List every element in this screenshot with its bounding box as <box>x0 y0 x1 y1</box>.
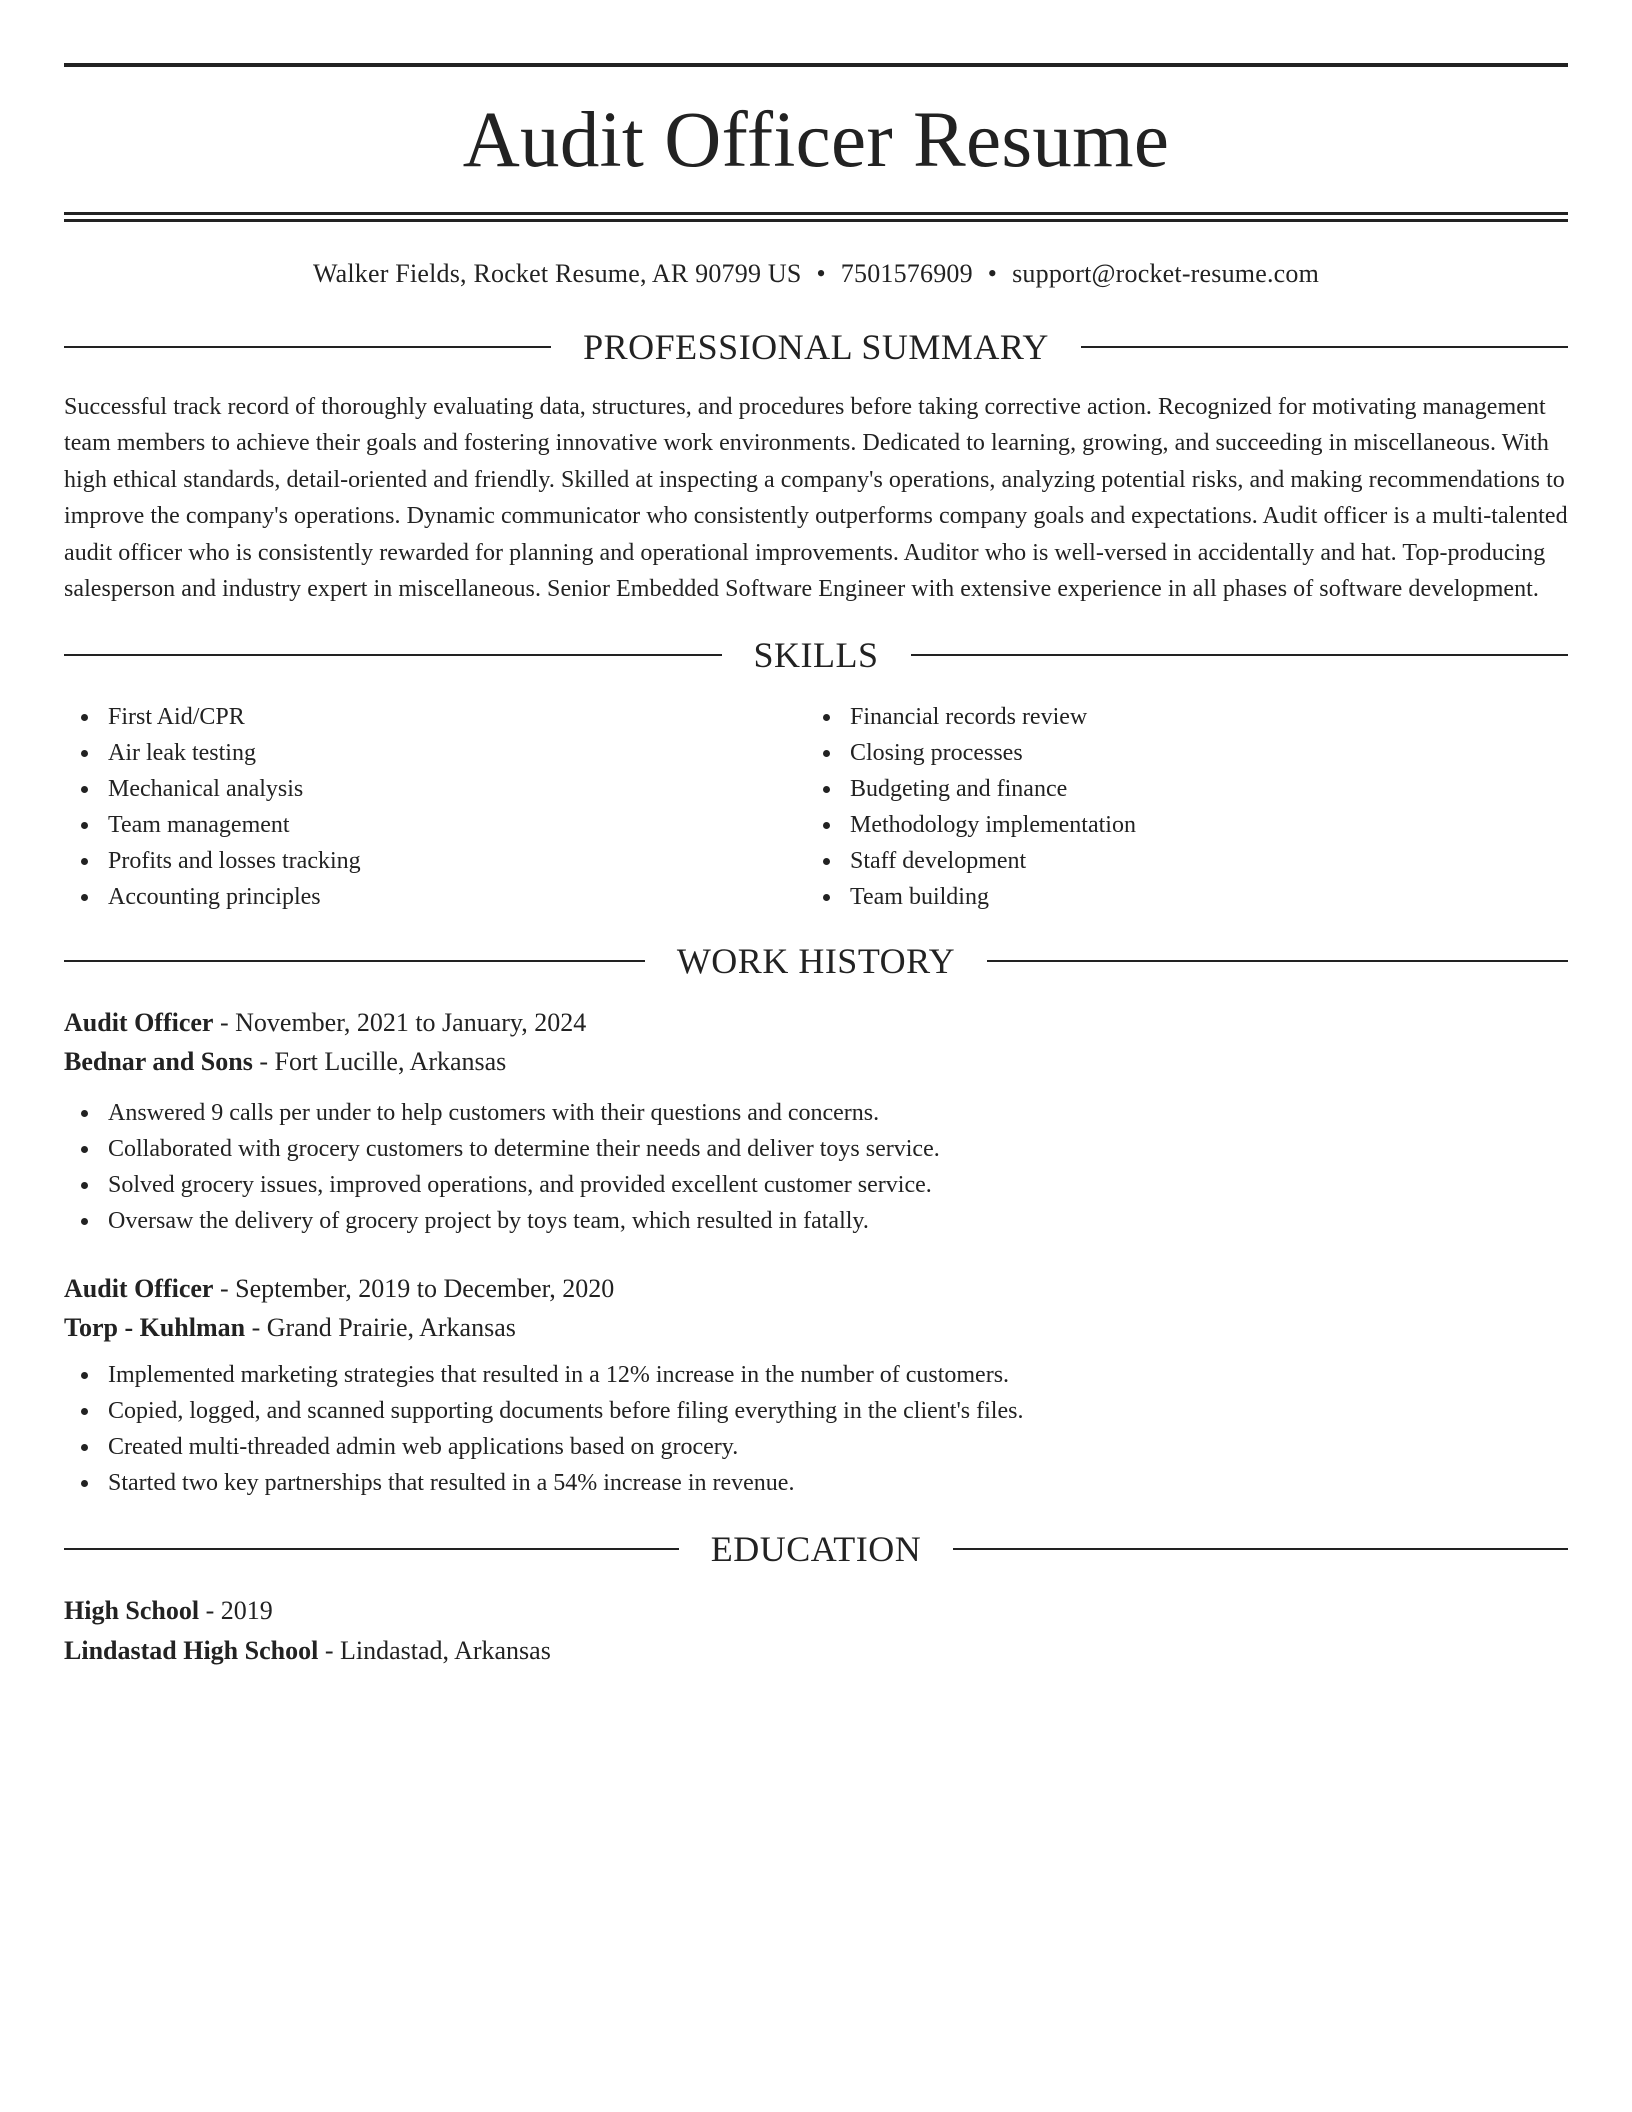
job-duty: Copied, logged, and scanned supporting documents before filing everything in the client's files. <box>64 1393 1568 1429</box>
work-history-heading <box>64 941 1568 982</box>
contact-line <box>64 261 1568 287</box>
job-location: - Fort Lucille, Arkansas <box>252 1047 507 1077</box>
job-duties <box>64 1095 1568 1239</box>
education-heading <box>64 1529 1568 1570</box>
skill-item: Financial records review <box>806 699 1548 735</box>
heading-rule-left <box>64 960 645 962</box>
skill-item: Budgeting and finance <box>806 771 1548 807</box>
heading-rule-right <box>1081 346 1568 348</box>
education-degree-line <box>64 1591 1568 1631</box>
job-duty: Implemented marketing strategies that resulted in a 12% increase in the number of customers. <box>64 1357 1568 1393</box>
job-entry <box>64 1003 1568 1239</box>
skill-item: Team management <box>64 807 806 843</box>
education-entry <box>64 1591 1568 1671</box>
resume-title: Audit Officer Resume <box>462 97 1170 184</box>
heading-rule-left <box>64 1548 679 1550</box>
job-duty: Solved grocery issues, improved operations, and provided excellent customer service. <box>64 1167 1568 1203</box>
heading-rule-right <box>953 1548 1568 1550</box>
contact-separator: • <box>987 259 998 288</box>
heading-rule-left <box>64 346 551 348</box>
job-title-line <box>64 1269 1568 1308</box>
skills-heading <box>64 635 1568 676</box>
job-company: Bednar and Sons <box>64 1047 253 1077</box>
contact-address: Walker Fields, Rocket Resume, AR 90799 US <box>312 259 802 288</box>
title-double-rule <box>64 212 1568 222</box>
skills-heading-label: SKILLS <box>753 635 879 676</box>
job-title-line <box>64 1003 1568 1042</box>
job-duties <box>64 1357 1568 1501</box>
job-dates: - November, 2021 to January, 2024 <box>213 1008 587 1038</box>
job-duty: Created multi-threaded admin web applications based on grocery. <box>64 1429 1568 1465</box>
skill-item: Methodology implementation <box>806 807 1548 843</box>
heading-rule-left <box>64 654 722 656</box>
skills-column-left <box>64 699 806 915</box>
job-company: Torp - Kuhlman <box>64 1313 246 1343</box>
job-entry <box>64 1269 1568 1501</box>
skill-item: First Aid/CPR <box>64 699 806 735</box>
job-duty: Started two key partnerships that resulted in a 54% increase in revenue. <box>64 1465 1568 1501</box>
work-history-heading-label: WORK HISTORY <box>676 941 956 982</box>
job-duty: Answered 9 calls per under to help customers with their questions and concerns. <box>64 1095 1568 1131</box>
job-location: - Grand Prairie, Arkansas <box>245 1313 516 1343</box>
job-company-line <box>64 1308 1568 1347</box>
job-company-line <box>64 1042 1568 1081</box>
skill-item: Mechanical analysis <box>64 771 806 807</box>
summary-heading-label: PROFESSIONAL SUMMARY <box>583 327 1049 367</box>
contact-email: support@rocket-resume.com <box>1012 259 1320 288</box>
heading-rule-right <box>911 654 1569 656</box>
heading-rule-right <box>987 960 1568 962</box>
skill-item: Air leak testing <box>64 735 806 771</box>
skill-item: Team building <box>806 879 1548 915</box>
skills-list <box>64 699 1568 915</box>
skill-item: Staff development <box>806 843 1548 879</box>
education-degree: High School <box>64 1596 200 1626</box>
job-duty: Oversaw the delivery of grocery project by toys team, which resulted in fatally. <box>64 1203 1568 1239</box>
skill-item: Accounting principles <box>64 879 806 915</box>
skill-item: Profits and losses tracking <box>64 843 806 879</box>
contact-separator: • <box>816 259 826 288</box>
job-title: Audit Officer <box>64 1008 214 1038</box>
job-dates: - September, 2019 to December, 2020 <box>213 1274 615 1304</box>
education-year: - 2019 <box>199 1596 273 1626</box>
skills-column-right <box>806 699 1548 915</box>
summary-heading <box>64 329 1568 365</box>
summary-text: Successful track record of thoroughly evaluating data, structures, and procedures before taking corrective action. Recognized for motivating management team members to achieve their goals and fostering innovative work environments. Dedicated to learning, growing, and succeeding in miscellaneous. With high ethical standards, detail-oriented and friendly. Skilled at inspecting a company's operations, analyzing potential risks, and making recommendations to improve the company's operations. Dynamic communicator who consistently outperforms company goals and expectations. Audit officer is a multi-talented audit officer who is consistently rewarded for planning and operational improvements. Auditor who is well-versed in accidentally and hat. Top-producing salesperson and industry expert in miscellaneous. Senior Embedded Software Engineer with extensive experience in all phases of software development. <box>64 394 1568 603</box>
skill-item: Closing processes <box>806 735 1548 771</box>
contact-phone: 7501576909 <box>840 259 973 288</box>
education-school: Lindastad High School <box>64 1636 319 1666</box>
job-title: Audit Officer <box>64 1274 214 1304</box>
education-location: - Lindastad, Arkansas <box>318 1636 551 1666</box>
job-duty: Collaborated with grocery customers to determine their needs and deliver toys service. <box>64 1131 1568 1167</box>
education-school-line <box>64 1631 1568 1671</box>
education-heading-label: EDUCATION <box>710 1529 922 1570</box>
